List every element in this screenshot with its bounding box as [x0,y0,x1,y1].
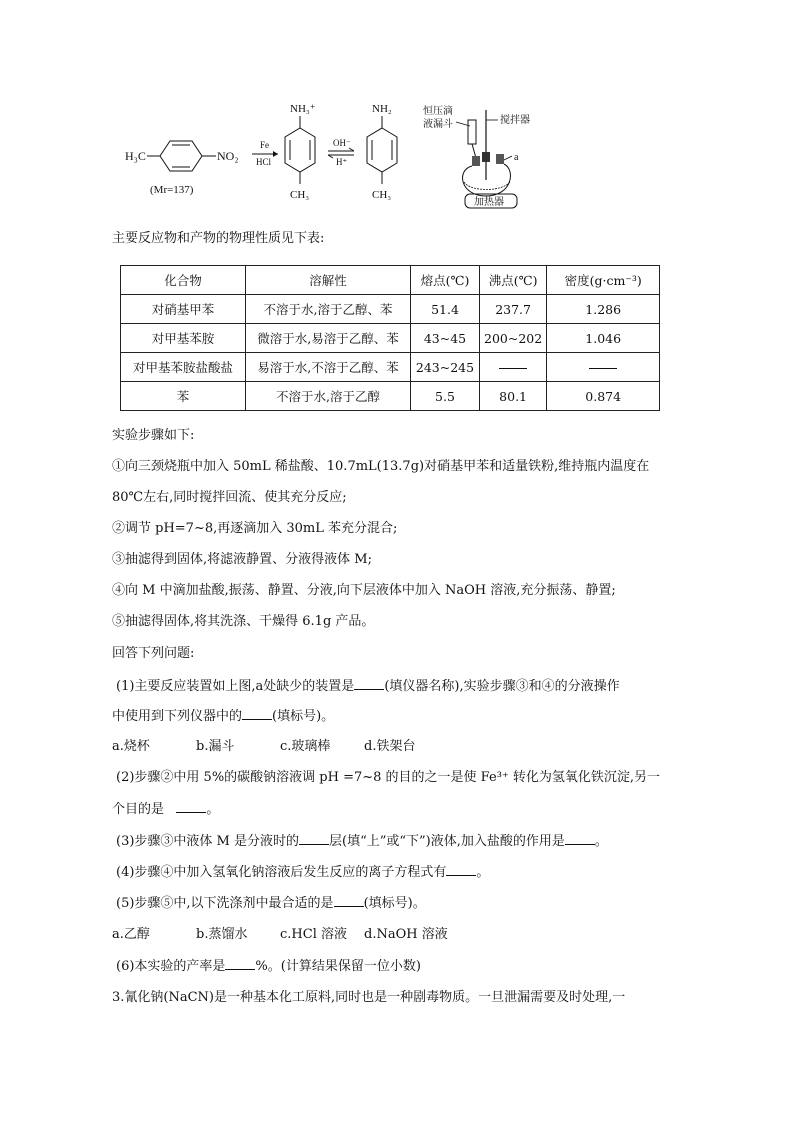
option-a: a.烧杯 [112,739,150,754]
question-text: (3)步骤③中液体 M 是分液时的 [116,834,299,849]
answer-blank[interactable] [565,832,595,845]
dash-mark [589,368,617,369]
question-1-options [112,738,448,756]
nitro-left-label: H₃C [125,149,146,163]
table-cell: 不溶于水,溶于乙醇 [246,382,411,411]
question-text: %。(计算结果保留一位小数) [255,959,421,974]
arrow1-reagent-top: Fe [260,140,269,150]
table-cell: 0.874 [547,382,660,411]
flask-neck-right [496,154,504,164]
question-2-line1: (2)步骤②中用 5%的碳酸钠溶液调 pH =7~8 的目的之一是使 Fe³⁺ 转化为氢氧化铁沉淀,另一 [116,770,661,785]
step-line: ④向 M 中滴加盐酸,振荡、静置、分液,向下层液体中加入 NaOH 溶液,充分振荡、静置; [112,583,616,598]
question-6 [116,957,421,976]
question-text: (1)主要反应装置如上图,a处缺少的装置是 [116,679,355,694]
step-line: ②调节 pH=7~8,再逐滴加入 30mL 苯充分混合; [112,521,398,536]
table-row [121,353,660,382]
arrow1-reagent-bottom: HCl [256,157,272,167]
table-cell-dash [480,353,547,382]
question-2-line2 [112,800,219,819]
option-d: d.铁架台 [364,739,416,754]
answer-blank[interactable] [299,832,329,845]
option-a: a.乙醇 [112,927,150,942]
ammonium-label: NH₃⁺ [290,103,316,115]
question-3 [116,832,608,851]
answer-blank[interactable] [446,863,476,876]
intro-text: 主要反应物和产物的物理性质见下表: [112,231,325,246]
table-cell: 1.046 [547,324,660,353]
table-cell: 51.4 [411,295,480,324]
funnel-label-line2: 液漏斗 [423,119,453,130]
table-header-cell: 密度(g·cm⁻³) [547,266,660,295]
option-c: c.玻璃棒 [280,739,331,754]
stirrer-seal-icon [482,152,490,162]
reaction-figure [120,100,560,210]
mr-label: (Mr=137) [150,184,194,196]
table-cell: 对甲基苯胺盐酸盐 [121,353,246,382]
question-text: (6)本实验的产率是 [116,959,226,974]
funnel-label-line1: 恒压滴 [423,106,453,117]
step-line: 80℃左右,同时搅拌回流、使其充分反应; [112,490,347,505]
table-cell: 对甲基苯胺 [121,324,246,353]
table-cell: 237.7 [480,295,547,324]
answer-blank[interactable] [225,957,255,970]
option-b: b.漏斗 [196,739,235,754]
option-c: c.HCl 溶液 [280,927,347,942]
funnel-stem [472,144,476,158]
question-text: (4)步骤④中加入氢氧化钠溶液后发生反应的离子方程式有 [116,865,447,880]
ch3-label-2: CH₃ [372,189,392,201]
dash-mark [499,368,527,369]
table-cell: 200~202 [480,324,547,353]
answer-blank[interactable] [334,894,364,907]
question-1-line1 [116,677,620,696]
question-text: 层(填“上”或“下”)液体,加入盐酸的作用是 [329,834,565,849]
dropping-funnel-icon [468,120,476,144]
ch3-label-1: CH₃ [290,189,310,201]
table-header-cell: 溶解性 [246,266,411,295]
question-text: (填仪器名称),实验步骤③和④的分液操作 [384,679,620,694]
table-cell: 1.286 [547,295,660,324]
amine-label: NH₂ [372,103,392,115]
table-header-cell: 沸点(℃) [480,266,547,295]
table-cell: 80.1 [480,382,547,411]
step-line: ⑤抽滤得固体,将其洗涤、干燥得 6.1g 产品。 [112,614,375,629]
table-row [121,382,660,411]
properties-table [120,265,660,411]
table-cell: 易溶于水,不溶于乙醇、苯 [246,353,411,382]
option-b: b.蒸馏水 [196,927,248,942]
table-header-row [121,266,660,295]
table-cell: 43~45 [411,324,480,353]
question-5-options [112,926,448,944]
table-header-cell: 化合物 [121,266,246,295]
step-line: ③抽滤得到固体,将滤液静置、分液得液体 M; [112,552,372,567]
table-cell-dash [547,353,660,382]
answer-blank[interactable] [176,800,206,813]
liquid-level [464,182,510,190]
step-line: ①向三颈烧瓶中加入 50mL 稀盐酸、10.7mL(13.7g)对硝基甲苯和适量铁粉,维持瓶内温度在 [112,459,650,474]
a-pointer [504,156,512,160]
table-row [121,295,660,324]
table-cell: 苯 [121,382,246,411]
question-text: (填标号)。 [272,709,335,724]
question-text: 。 [206,802,220,817]
reaction-scheme-svg [120,100,560,210]
answer-blank[interactable] [242,707,272,720]
question-5 [116,894,426,913]
option-d: d.NaOH 溶液 [364,927,448,942]
heater-label: 加热器 [474,197,504,208]
a-position-label: a [514,152,519,163]
arrow-head [273,151,278,157]
table-cell: 243~245 [411,353,480,382]
stirrer-label: 搅拌器 [500,115,530,126]
question-1-line2 [112,707,334,726]
answer-blank[interactable] [354,677,384,690]
answer-title: 回答下列问题: [112,646,195,661]
question-text: 中使用到下列仪器中的 [112,709,243,724]
steps-title: 实验步骤如下: [112,428,195,443]
question-text: 。 [476,865,490,880]
nitro-right-label: NO₂ [217,149,239,163]
arrow2-reagent-bottom: H⁺ [336,157,348,167]
question-4 [116,863,489,882]
table-cell: 5.5 [411,382,480,411]
arrow2-reagent-top: OH⁻ [333,138,351,148]
flask-neck-left [472,156,480,166]
question-text: 。 [594,834,608,849]
next-question-3: 3.氰化钠(NaCN)是一种基本化工原料,同时也是一种剧毒物质。一旦泄漏需要及时处理,一 [112,990,626,1005]
question-text: (填标号)。 [363,896,426,911]
question-text: (5)步骤⑤中,以下洗涤剂中最合适的是 [116,896,334,911]
table-header-cell: 熔点(℃) [411,266,480,295]
table-cell: 不溶于水,溶于乙醇、苯 [246,295,411,324]
question-text: 个目的是 [112,802,165,817]
table-row [121,324,660,353]
table-cell: 对硝基甲苯 [121,295,246,324]
table-cell: 微溶于水,易溶于乙醇、苯 [246,324,411,353]
